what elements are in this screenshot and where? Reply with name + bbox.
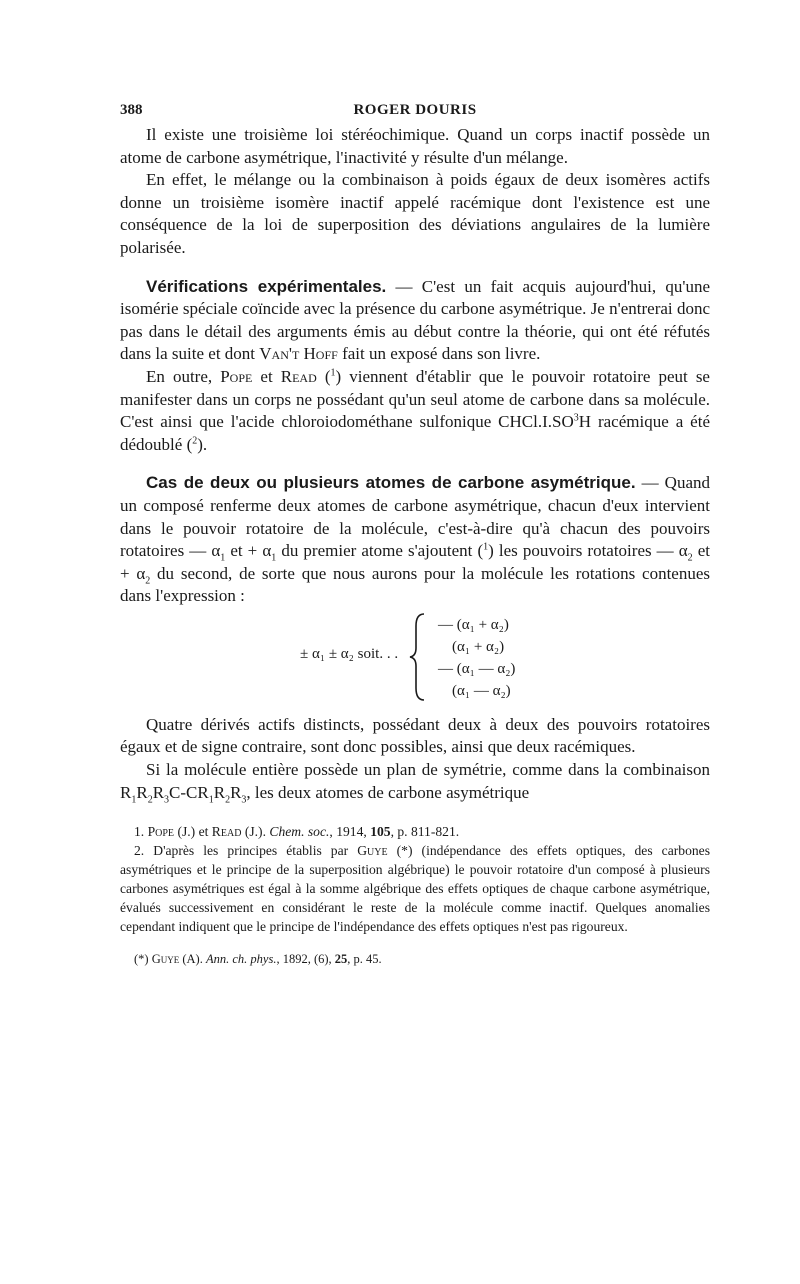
paragraph-symmetry: Si la molécule entière possède un plan de symétrie, comme dans la combinaison $R_1R_2R_3C-CR_1R_2R_3$, les deux atomes de carbone asymétrique xyxy=(120,760,710,806)
footnote-1: 1. Pope (J.) et Read (J.). Chem. soc., 1914, 105, p. 811-821. xyxy=(134,824,460,840)
formula-row: — (α₁ + α₂) xyxy=(438,616,509,633)
footnote-2: 2. D'après les principes établis par Guye (*) (indépendance des effets optiques, des carbones asymétriques et le principe de la superposition algébrique) le pouvoir rotatoire d'un composé à plusieurs carbones asymétriques est égal à la somme algébrique des effets optiques de chaque carbone asymétrique, évalués successivement en considérant le reste de la molécule comme inactif. Quelques anomalies cependant indiquent que le principe de l'indépendance des effets optiques n'est pas rigoureux. xyxy=(120,843,710,935)
formula-row: (α₁ + α₂) xyxy=(452,638,505,655)
paragraph-pope-read: En outre, Pope et Read ($^1$) viennent d'établir que le pouvoir rotatoire peut se manifester dans un corps ne possédant qu'un seul atome de carbone dans sa molécule. C'est ainsi que l'acide chloroiodométhane sulfonique $CHCl.I.SO^3H$ racémique a été dédoublé ($^2$). xyxy=(120,366,710,454)
footnote-ref: 2 xyxy=(192,435,198,447)
page-number: 388 xyxy=(120,102,143,118)
body-text xyxy=(120,124,710,804)
page xyxy=(120,96,710,969)
author-name: Van't Hoff xyxy=(259,344,338,364)
rotation-formula xyxy=(120,612,710,704)
paragraph-two-carbons: Cas de deux ou plusieurs atomes de carbone asymétrique. — Quand un composé renferme deux atomes de carbone asymétrique, chacun d'eux intervient dans le pouvoir rotatoire de la molécule, c'est-à-dire qu'à chacun des pouvoirs rotatoires — $\alpha_1$ et + $\alpha_1$ du premier atome s'ajoutent ($^1$) les pouvoirs rotatoires — $\alpha_2$ et + $\alpha_2$ du second, de sorte que nous aurons pour la molécule les rotations contenues dans l'expression : xyxy=(120,473,711,606)
footnote-ref: 1 xyxy=(330,367,336,379)
curly-brace xyxy=(408,612,428,702)
running-title: ROGER DOURIS xyxy=(353,102,477,118)
footnotes xyxy=(120,822,710,969)
paragraph-verifications: Vérifications expérimentales. — C'est un fait acquis aujourd'hui, qu'une isomérie spéciale coïncide avec la présence du carbone asymétrique. Je n'entrerai donc pas dans le détail des arguments émis au début contre la théorie, qui ont été réfutés dans la suite et dont Van't Hoff fait un exposé dans son livre. xyxy=(120,276,710,364)
page-header xyxy=(120,96,710,124)
formula-lhs: ± α₁ ± α₂ soit. . . xyxy=(300,645,399,662)
author-name: Pope xyxy=(220,366,253,386)
paragraph-1: Il existe une troisième loi stéréochimique. Quand un corps inactif possède un atome de carbone asymétrique, l'inactivité y résulte d'un mélange. xyxy=(120,125,710,167)
footnote-sub-reference: (*) Guye (A). Ann. ch. phys., 1892, (6), 25, p. 45. xyxy=(134,952,382,967)
formula-row: — (α₁ — α₂) xyxy=(438,660,516,677)
section-heading-verifications: Vérifications expérimentales. xyxy=(146,276,387,296)
paragraph-2: En effet, le mélange ou la combinaison à poids égaux de deux isomères actifs donne un troisième isomère inactif appelé racémique dont l'existence est une conséquence de la loi de superposition des déviations angulaires de la lumière polarisée. xyxy=(120,170,710,257)
section-heading-two-carbons: Cas de deux ou plusieurs atomes de carbone asymétrique. xyxy=(146,473,636,493)
footnote-ref: 1 xyxy=(483,541,489,553)
formula-row: (α₁ — α₂) xyxy=(452,682,511,699)
paragraph-derivatives: Quatre dérivés actifs distincts, possédant deux à deux des pouvoirs rotatoires égaux et de signe contraire, sont donc possibles, ainsi que deux racémiques. xyxy=(120,714,710,757)
author-name: Read xyxy=(280,366,317,386)
formula-rows xyxy=(438,614,515,702)
